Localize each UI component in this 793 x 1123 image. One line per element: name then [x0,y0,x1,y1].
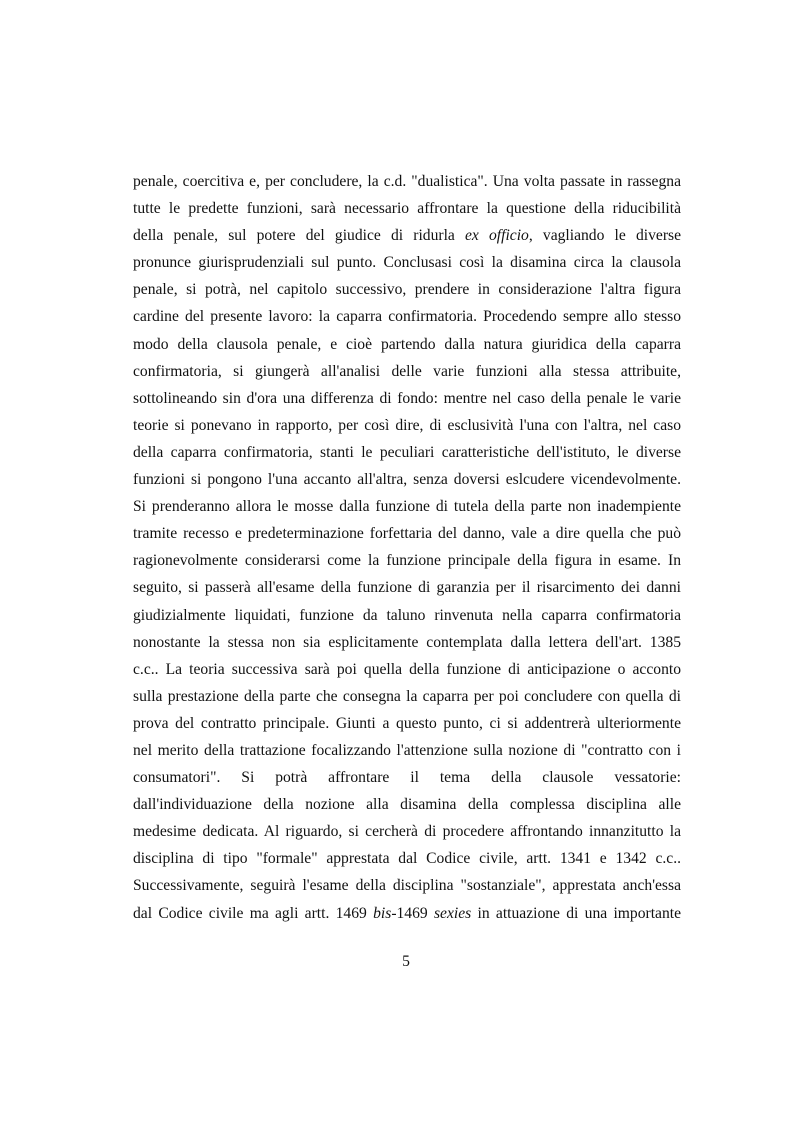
text-run: penale, coercitiva e, per concludere, la c.d. "dualistica". Una volta passate in rassegna [133,173,681,190]
text-line [133,520,681,547]
text-line [133,900,681,927]
text-run: c.c.. La teoria successiva sarà poi quella della funzione di anticipazione o acconto [133,660,681,678]
text-line [133,656,681,683]
body-paragraph [133,168,681,927]
text-line [133,629,681,656]
text-line [133,845,681,872]
text-run: della caparra confirmatoria, stanti le peculiari caratteristiche dell'istituto, le diverse [133,443,681,461]
text-line [133,710,681,737]
text-line [133,737,681,764]
text-line [133,818,681,845]
text-line [133,331,681,358]
text-line [133,574,681,601]
text-run: sulla prestazione della parte che consegna la caparra per poi concludere con quella di [133,687,681,705]
text-run: Successivamente, seguirà l'esame della disciplina "sostanziale", apprestata anch'essa [133,877,681,895]
text-run: consumatori". Si potrà affrontare il tema della clausole vessatorie: [133,769,681,787]
text-line [133,602,681,629]
text-line [133,168,681,195]
italic-term: bis [373,904,392,922]
text-line [133,439,681,466]
text-run: confirmatoria, si giungerà all'analisi delle varie funzioni alla stessa attribuite, [133,362,681,380]
italic-term: ex officio [464,227,529,245]
text-run: prova del contratto principale. Giunti a questo punto, ci si addentrerà ulteriormente [133,714,681,732]
text-run: pronunce giurisprudenziali sul punto. Conclusasi così la disamina circa la clausola [133,254,681,272]
text-run: modo della clausola penale, e cioè partendo dalla natura giuridica della caparra [133,335,681,353]
text-line [133,791,681,818]
text-line [133,385,681,412]
text-run: dall'individuazione della nozione alla disamina della complessa disciplina alle [133,796,681,814]
text-line [133,412,681,439]
text-run: seguito, si passerà all'esame della funzione di garanzia per il risarcimento dei danni [133,579,681,597]
text-run: tutte le predette funzioni, sarà necessario affrontare la questione della riducibilità [133,200,681,218]
text-run: , vagliando le diverse [528,227,681,245]
text-run: della penale, sul potere del giudice di ridurla [133,227,465,245]
text-run: medesime dedicata. Al riguardo, si cercherà di procedere affrontando innanzitutto la [133,823,681,841]
text-run: penale, si potrà, nel capitolo successivo, prendere in considerazione l'altra figura [133,281,681,299]
text-run: cardine del presente lavoro: la caparra confirmatoria. Procedendo sempre allo stesso [133,308,681,326]
text-run: disciplina di tipo "formale" apprestata dal Codice civile, artt. 1341 e 1342 c.c.. [133,850,681,868]
text-line [133,683,681,710]
text-line [133,249,681,276]
text-run: tramite recesso e predeterminazione forfettaria del danno, vale a dire quella che può [133,525,681,543]
text-run: nel merito della trattazione focalizzando l'attenzione sulla nozione di "contratto con i [133,741,681,759]
text-run: nonostante la stessa non sia esplicitamente contemplata dalla lettera dell'art. 1385 [133,633,681,651]
text-line [133,276,681,303]
text-run: in attuazione di una importante [471,904,681,922]
text-line [133,466,681,493]
text-run: giudizialmente liquidati, funzione da taluno rinvenuta nella caparra confirmatoria [133,606,681,624]
text-line [133,764,681,791]
text-run: sottolineando sin d'ora una differenza di fondo: mentre nel caso della penale le varie [133,389,681,407]
text-run: -1469 [391,904,434,922]
text-line [133,358,681,385]
italic-term: sexies [433,904,472,922]
text-line [133,493,681,520]
text-line [133,195,681,222]
text-run: dal Codice civile ma agli artt. 1469 [133,904,374,922]
text-line [133,222,681,249]
page-number: 5 [402,953,410,970]
text-run: Si prenderanno allora le mosse dalla funzione di tutela della parte non inadempiente [133,498,681,516]
text-line [133,872,681,899]
text-line [133,547,681,574]
text-line [133,303,681,330]
text-run: ragionevolmente considerarsi come la funzione principale della figura in esame. In [133,552,681,570]
text-run: funzioni si pongono l'una accanto all'altra, senza doversi eslcudere vicendevolmente. [133,471,681,489]
text-run: teorie si ponevano in rapporto, per così dire, di esclusività l'una con l'altra, nel caso [133,416,681,434]
